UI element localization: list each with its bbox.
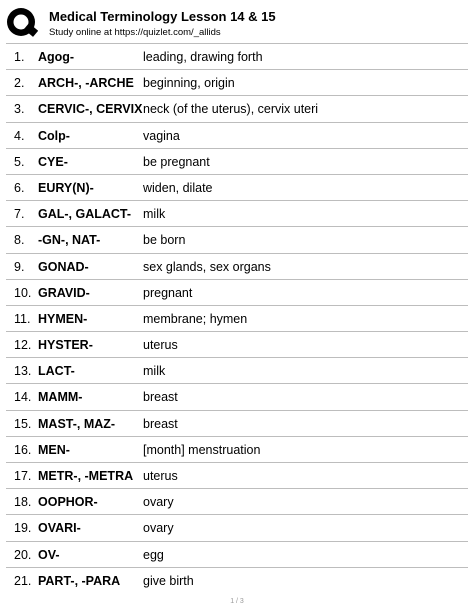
list-item [6, 514, 468, 540]
item-number: 4. [14, 128, 25, 143]
item-definition: vagina [143, 128, 180, 143]
term-list [6, 43, 468, 593]
list-item [6, 279, 468, 305]
item-term: EURY(N)- [38, 180, 94, 195]
item-number: 3. [14, 102, 25, 117]
item-number: 20. [14, 547, 32, 562]
item-term: MEN- [38, 442, 70, 457]
item-definition: leading, drawing forth [143, 50, 263, 64]
item-number: 10. [14, 285, 32, 300]
item-term: CERVIC-, CERVIX [38, 102, 143, 117]
list-item [6, 43, 468, 69]
item-definition: egg [143, 547, 164, 562]
item-term: Agog- [38, 50, 75, 64]
item-definition: pregnant [143, 285, 193, 300]
item-term: CYE- [38, 154, 68, 169]
item-number: 19. [14, 521, 32, 536]
list-item [6, 95, 468, 121]
item-number: 21. [14, 573, 32, 588]
list-item [6, 436, 468, 462]
item-number: 6. [14, 180, 25, 195]
item-definition: ovary [143, 495, 174, 510]
item-term: HYSTER- [38, 338, 93, 353]
item-definition: uterus [143, 338, 178, 353]
list-item [6, 541, 468, 567]
item-definition: widen, dilate [143, 180, 213, 195]
item-term: LACT- [38, 364, 75, 379]
item-term: GAL-, GALACT- [38, 207, 132, 222]
item-definition: neck (of the uterus), cervix uteri [143, 102, 319, 117]
item-definition: breast [143, 390, 178, 405]
item-number: 5. [14, 154, 25, 169]
item-number: 11. [14, 311, 31, 326]
item-number: 8. [14, 233, 25, 248]
list-item [6, 357, 468, 383]
item-number: 18. [14, 495, 32, 510]
page-number: 1 / 3 [230, 598, 244, 605]
item-definition: milk [143, 207, 166, 222]
item-term: GONAD- [38, 259, 89, 274]
list-item [6, 174, 468, 200]
list-item [6, 383, 468, 409]
item-definition: sex glands, sex organs [143, 259, 271, 274]
item-term: ARCH-, -ARCHE [38, 76, 134, 91]
item-definition: breast [143, 416, 178, 431]
page-title: Medical Terminology Lesson 14 & 15 [49, 9, 276, 24]
item-definition: milk [143, 364, 166, 379]
study-link-text: Study online at https://quizlet.com/_allids [49, 27, 221, 38]
item-definition: be pregnant [143, 154, 210, 169]
item-term: HYMEN- [38, 311, 88, 326]
item-definition: uterus [143, 469, 178, 483]
item-term: MAMM- [38, 390, 83, 405]
item-number: 1. [14, 50, 25, 64]
item-term: GRAVID- [38, 285, 90, 300]
list-item [6, 69, 468, 95]
item-term: OOPHOR- [38, 495, 98, 510]
item-number: 16. [14, 442, 32, 457]
quizlet-logo-icon [6, 7, 38, 39]
item-term: OVARI- [38, 521, 81, 536]
item-number: 15. [14, 416, 32, 431]
item-definition: [month] menstruation [143, 442, 261, 457]
list-item [6, 122, 468, 148]
item-term: MAST-, MAZ- [38, 416, 116, 431]
list-item [6, 331, 468, 357]
item-number: 9. [14, 259, 25, 274]
item-definition: membrane; hymen [143, 311, 248, 326]
list-item [6, 488, 468, 514]
item-number: 2. [14, 76, 25, 91]
item-number: 17. [14, 469, 32, 483]
list-item [6, 226, 468, 252]
list-item [6, 410, 468, 436]
list-item [6, 148, 468, 174]
list-item [6, 200, 468, 226]
item-number: 14. [14, 390, 32, 405]
item-definition: ovary [143, 521, 174, 536]
item-number: 13. [14, 364, 32, 379]
list-item [6, 567, 468, 593]
item-term: METR-, -METRA [38, 469, 134, 483]
item-number: 12. [14, 338, 32, 353]
item-term: Colp- [38, 128, 70, 143]
list-item [6, 253, 468, 279]
item-definition: be born [143, 233, 186, 248]
page-header [6, 6, 468, 40]
item-number: 7. [14, 207, 25, 222]
list-item [6, 462, 468, 488]
list-item [6, 305, 468, 331]
item-term: OV- [38, 547, 60, 562]
item-term: -GN-, NAT- [38, 233, 101, 248]
item-definition: beginning, origin [143, 76, 235, 91]
item-definition: give birth [143, 573, 194, 588]
item-term: PART-, -PARA [38, 573, 121, 588]
